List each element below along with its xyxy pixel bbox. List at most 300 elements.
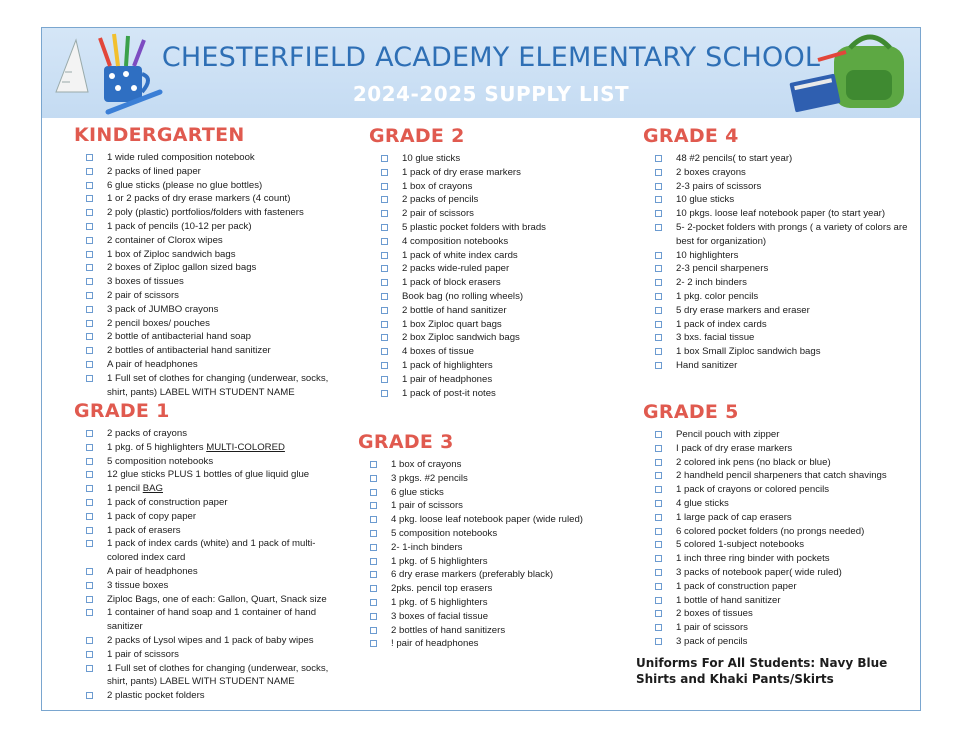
list-item xyxy=(358,513,638,527)
checkbox-icon xyxy=(86,333,93,340)
list-item xyxy=(74,289,344,303)
item-text: 3 pkgs. #2 pencils xyxy=(391,472,468,484)
checkbox-icon xyxy=(86,665,93,672)
list-item xyxy=(74,206,344,220)
list-item xyxy=(643,607,915,621)
grade4-heading: GRADE 4 xyxy=(643,125,739,147)
list-item xyxy=(74,606,344,634)
checkbox-icon xyxy=(86,471,93,478)
item-text: 1 pair of scissors xyxy=(107,648,179,660)
checkbox-icon xyxy=(370,558,377,565)
item-text: 1 pkg. of 5 highlighters xyxy=(391,555,488,567)
item-text: 5 composition notebooks xyxy=(107,455,214,467)
checkbox-icon xyxy=(381,224,388,231)
checkbox-icon xyxy=(370,585,377,592)
item-text: 48 #2 pencils( to start year) xyxy=(676,153,793,164)
item-text: I pack of dry erase markers xyxy=(676,442,793,454)
checkbox-icon xyxy=(381,210,388,217)
list-item xyxy=(369,304,629,318)
school-title: CHESTERFIELD ACADEMY ELEMENTARY SCHOOL xyxy=(161,42,821,73)
checkbox-icon xyxy=(370,627,377,634)
checkbox-icon xyxy=(370,502,377,509)
checkbox-icon xyxy=(655,169,662,176)
item-text: 1 or 2 packs of dry erase markers (4 count) xyxy=(107,193,291,205)
checkbox-icon xyxy=(381,155,388,162)
checkbox-icon xyxy=(655,624,662,631)
checkbox-icon xyxy=(86,278,93,285)
list-item xyxy=(643,331,915,345)
checkbox-icon xyxy=(370,530,377,537)
list-item xyxy=(74,537,344,565)
item-text: 2 packs of pencils xyxy=(402,194,479,206)
item-text: 2 packs wide-ruled paper xyxy=(402,263,510,275)
item-text: 1 bottle of hand sanitizer xyxy=(676,594,781,606)
checkbox-icon xyxy=(655,541,662,548)
checkbox-icon xyxy=(655,293,662,300)
checkbox-icon xyxy=(655,528,662,535)
backpack-icon xyxy=(788,30,918,118)
list-item xyxy=(643,566,915,580)
item-text: 5 plastic pocket folders with brads xyxy=(402,221,546,233)
list-item xyxy=(74,192,344,206)
list-item xyxy=(74,496,344,510)
checkbox-icon xyxy=(655,569,662,576)
item-text: 1 pair of scissors xyxy=(676,622,748,634)
checkbox-icon xyxy=(86,485,93,492)
item-text: 2 boxes of tissues xyxy=(676,608,753,620)
list-item xyxy=(369,387,629,401)
item-text: 2 bottles of hand sanitizers xyxy=(391,624,506,636)
item-text: 10 glue sticks xyxy=(676,194,735,206)
item-text: 1 Full set of clothes for changing (underwear, socks, shirt, pants) LABEL WITH STUDENT NAME xyxy=(107,372,329,398)
list-item xyxy=(369,221,629,235)
item-text: 2 bottle of antibacterial hand soap xyxy=(107,331,252,343)
list-item xyxy=(74,248,344,262)
checkbox-icon xyxy=(370,599,377,606)
item-text: 2 packs of crayons xyxy=(107,428,187,439)
item-text: 5 dry erase markers and eraser xyxy=(676,304,810,316)
grade5-heading: GRADE 5 xyxy=(643,401,739,423)
list-item xyxy=(74,358,344,372)
grade4-section xyxy=(643,125,915,373)
checkbox-icon xyxy=(370,571,377,578)
item-text: 1 inch three ring binder with pockets xyxy=(676,553,830,565)
checkbox-icon xyxy=(655,445,662,452)
item-text: 1 pencil xyxy=(107,483,143,495)
item-text: 3 bxs. facial tissue xyxy=(676,332,755,344)
list-item xyxy=(643,428,915,442)
list-item xyxy=(358,568,638,582)
checkbox-icon xyxy=(381,321,388,328)
list-item xyxy=(74,261,344,275)
grade1-list xyxy=(74,427,344,703)
list-item xyxy=(74,648,344,662)
list-item xyxy=(358,486,638,500)
item-text: 1 pack of erasers xyxy=(107,524,181,536)
checkbox-icon xyxy=(86,513,93,520)
item-text: 1 pair of scissors xyxy=(391,500,463,512)
list-item xyxy=(643,525,915,539)
list-item xyxy=(74,441,344,455)
checkbox-icon xyxy=(655,583,662,590)
checkbox-icon xyxy=(381,238,388,245)
grade5-section xyxy=(643,401,915,649)
list-item xyxy=(74,593,344,607)
checkbox-icon xyxy=(86,223,93,230)
list-item xyxy=(369,359,629,373)
checkbox-icon xyxy=(381,348,388,355)
item-text: 12 glue sticks PLUS 1 bottles of glue liquid glue xyxy=(107,469,310,481)
grade1-section xyxy=(74,400,344,703)
checkbox-icon xyxy=(655,459,662,466)
checkbox-icon xyxy=(86,237,93,244)
grade4-list xyxy=(643,152,915,373)
item-text: 1 pkg. of 5 highlighters xyxy=(107,441,207,453)
grade1-heading: GRADE 1 xyxy=(74,400,170,422)
underlined-text: BAG xyxy=(142,483,163,495)
item-text: 10 highlighters xyxy=(676,249,739,261)
list-item xyxy=(369,193,629,207)
list-item xyxy=(643,290,915,304)
checkbox-icon xyxy=(381,307,388,314)
list-item xyxy=(643,483,915,497)
list-item xyxy=(369,235,629,249)
checkbox-icon xyxy=(381,293,388,300)
item-text: 2 boxes of Ziploc gallon sized bags xyxy=(107,262,257,274)
item-text: 5 composition notebooks xyxy=(391,527,498,539)
list-item xyxy=(74,510,344,524)
list-item xyxy=(643,193,915,207)
list-item xyxy=(74,330,344,344)
item-text: 1 pkg. color pencils xyxy=(676,290,759,302)
item-text: A pair of headphones xyxy=(107,358,198,370)
kindergarten-section xyxy=(74,124,344,399)
checkbox-icon xyxy=(655,252,662,259)
checkbox-icon xyxy=(370,475,377,482)
checkbox-icon xyxy=(86,292,93,299)
item-text: 6 glue sticks xyxy=(391,486,444,498)
checkbox-icon xyxy=(86,499,93,506)
checkbox-icon xyxy=(655,597,662,604)
checkbox-icon xyxy=(655,210,662,217)
list-item xyxy=(358,541,638,555)
item-text: 1 box of crayons xyxy=(402,180,473,192)
checkbox-icon xyxy=(655,638,662,645)
grade3-list xyxy=(358,458,638,651)
list-item xyxy=(369,318,629,332)
list-item xyxy=(369,166,629,180)
list-item xyxy=(643,318,915,332)
list-item xyxy=(74,165,344,179)
list-item xyxy=(643,345,915,359)
checkbox-icon xyxy=(381,376,388,383)
item-text: 1 box Ziploc quart bags xyxy=(402,318,502,330)
checkbox-icon xyxy=(655,500,662,507)
item-text: 2- 1-inch binders xyxy=(391,541,463,553)
list-item xyxy=(74,455,344,469)
item-text: 1 large pack of cap erasers xyxy=(676,511,792,523)
item-text: 3 pack of pencils xyxy=(676,635,748,647)
checkbox-icon xyxy=(370,489,377,496)
item-text: 1 pack of construction paper xyxy=(107,496,228,508)
item-text: 5- 2-pocket folders with prongs ( a variety of colors are best for organization) xyxy=(676,221,908,247)
list-item xyxy=(369,207,629,221)
item-text: 2 colored ink pens (no black or blue) xyxy=(676,456,831,468)
item-text: 4 boxes of tissue xyxy=(402,346,474,358)
checkbox-icon xyxy=(655,224,662,231)
item-text: 1 pack of white index cards xyxy=(402,249,518,261)
item-text: 1 pkg. of 5 highlighters xyxy=(391,596,488,608)
list-item xyxy=(74,317,344,331)
checkbox-icon xyxy=(86,527,93,534)
list-item xyxy=(358,472,638,486)
checkbox-icon xyxy=(86,195,93,202)
checkbox-icon xyxy=(86,444,93,451)
uniforms-note: Uniforms For All Students: Navy Blue Shirts and Khaki Pants/Skirts xyxy=(636,656,888,686)
list-item xyxy=(74,220,344,234)
underlined-text: MULTI-COLORED xyxy=(206,441,285,453)
grade2-section xyxy=(369,125,629,400)
checkbox-icon xyxy=(86,182,93,189)
list-item xyxy=(643,456,915,470)
checkbox-icon xyxy=(86,430,93,437)
item-text: 1 wide ruled composition notebook xyxy=(107,152,255,163)
list-item xyxy=(643,207,915,221)
item-text: 2 packs of Lysol wipes and 1 pack of baby wipes xyxy=(107,634,314,646)
list-item xyxy=(369,373,629,387)
checkbox-icon xyxy=(86,458,93,465)
list-item xyxy=(369,276,629,290)
item-text: 1 box of crayons xyxy=(391,459,462,470)
checkbox-icon xyxy=(381,334,388,341)
item-text: 2 pair of scissors xyxy=(107,289,179,301)
item-text: 2 boxes crayons xyxy=(676,166,746,178)
list-item xyxy=(74,179,344,193)
checkbox-icon xyxy=(86,637,93,644)
checkbox-icon xyxy=(86,168,93,175)
checkbox-icon xyxy=(86,251,93,258)
item-text: Pencil pouch with zipper xyxy=(676,429,780,440)
list-item xyxy=(74,303,344,317)
item-text: 2 pencil boxes/ pouches xyxy=(107,317,210,329)
item-text: 3 packs of notebook paper( wide ruled) xyxy=(676,566,842,578)
item-text: 3 boxes of facial tissue xyxy=(391,610,489,622)
item-text: 1 box of Ziploc sandwich bags xyxy=(107,248,236,260)
checkbox-icon xyxy=(86,692,93,699)
item-text: A pair of headphones xyxy=(107,565,198,577)
checkbox-icon xyxy=(655,362,662,369)
list-item xyxy=(369,249,629,263)
item-text: 2pks. pencil top erasers xyxy=(391,583,493,595)
item-text: 1 Full set of clothes for changing (underwear, socks, shirt, pants) LABEL WITH STUDENT NAME xyxy=(107,662,329,688)
item-text: 2 box Ziploc sandwich bags xyxy=(402,332,520,344)
list-item xyxy=(74,634,344,648)
checkbox-icon xyxy=(86,209,93,216)
checkbox-icon xyxy=(655,472,662,479)
list-item xyxy=(74,468,344,482)
list-item xyxy=(74,275,344,289)
checkbox-icon xyxy=(381,279,388,286)
checkbox-icon xyxy=(86,609,93,616)
list-item xyxy=(369,180,629,194)
item-text: 1 pack of post-it notes xyxy=(402,387,496,399)
item-text: 2 pair of scissors xyxy=(402,208,474,220)
item-text: 4 pkg. loose leaf notebook paper (wide ruled) xyxy=(391,514,583,526)
checkbox-icon xyxy=(86,306,93,313)
item-text: 2 poly (plastic) portfolios/folders with fasteners xyxy=(107,207,304,219)
list-item xyxy=(643,262,915,276)
checkbox-icon xyxy=(86,568,93,575)
item-text: 1 pack of dry erase markers xyxy=(402,166,521,178)
list-item xyxy=(358,610,638,624)
list-item xyxy=(74,662,344,690)
checkbox-icon xyxy=(655,610,662,617)
checkbox-icon xyxy=(655,307,662,314)
list-item xyxy=(358,582,638,596)
list-item xyxy=(643,635,915,649)
kindergarten-heading: KINDERGARTEN xyxy=(74,124,245,146)
checkbox-icon xyxy=(381,362,388,369)
header-banner xyxy=(42,28,920,118)
item-text: 2-3 pencil sharpeners xyxy=(676,263,769,275)
checkbox-icon xyxy=(86,361,93,368)
checkbox-icon xyxy=(370,544,377,551)
checkbox-icon xyxy=(86,582,93,589)
checkbox-icon xyxy=(86,651,93,658)
item-text: 6 dry erase markers (preferably black) xyxy=(391,569,554,581)
list-item xyxy=(358,596,638,610)
checkbox-icon xyxy=(370,640,377,647)
list-item xyxy=(369,152,629,166)
supply-list-subtitle: 2024-2025 SUPPLY LIST xyxy=(352,82,630,106)
checkbox-icon xyxy=(655,196,662,203)
item-text: 2 bottles of antibacterial hand sanitizer xyxy=(107,345,271,357)
list-item xyxy=(74,524,344,538)
item-text: 1 pair of headphones xyxy=(402,373,493,385)
list-item xyxy=(369,290,629,304)
list-item xyxy=(643,594,915,608)
list-item xyxy=(643,359,915,373)
item-text: 1 pack of copy paper xyxy=(107,510,197,522)
item-text: 2-3 pairs of scissors xyxy=(676,180,762,192)
list-item xyxy=(74,565,344,579)
list-item xyxy=(358,458,638,472)
list-item xyxy=(369,345,629,359)
item-text: 1 pack of index cards (white) and 1 pack of multi-colored index card xyxy=(107,538,316,564)
list-item xyxy=(643,580,915,594)
checkbox-icon xyxy=(655,155,662,162)
list-item xyxy=(643,621,915,635)
list-item xyxy=(74,151,344,165)
checkbox-icon xyxy=(86,347,93,354)
item-text: 6 glue sticks (please no glue bottles) xyxy=(107,179,263,191)
item-text: 6 colored pocket folders (no prongs needed) xyxy=(676,525,865,537)
item-text: 1 pack of crayons or colored pencils xyxy=(676,484,830,496)
item-text: 2- 2 inch binders xyxy=(676,277,747,289)
grade3-heading: GRADE 3 xyxy=(358,431,454,453)
checkbox-icon xyxy=(655,514,662,521)
checkbox-icon xyxy=(655,486,662,493)
checkbox-icon xyxy=(655,321,662,328)
checkbox-icon xyxy=(370,461,377,468)
checkbox-icon xyxy=(655,265,662,272)
item-text: 3 tissue boxes xyxy=(107,579,169,591)
list-item xyxy=(643,180,915,194)
list-item xyxy=(369,262,629,276)
item-text: 1 pack of construction paper xyxy=(676,580,797,592)
list-item xyxy=(74,689,344,703)
item-text: Ziploc Bags, one of each: Gallon, Quart, Snack size xyxy=(107,593,327,605)
list-item xyxy=(74,344,344,358)
checkbox-icon xyxy=(381,169,388,176)
list-item xyxy=(643,221,915,249)
checkbox-icon xyxy=(381,390,388,397)
list-item xyxy=(643,152,915,166)
item-text: 2 container of Clorox wipes xyxy=(107,234,223,246)
item-text: 10 pkgs. loose leaf notebook paper (to start year) xyxy=(676,208,886,220)
checkbox-icon xyxy=(86,264,93,271)
item-text: 1 pack of pencils (10-12 per pack) xyxy=(107,220,252,232)
item-text: 4 glue sticks xyxy=(676,497,729,509)
checkbox-icon xyxy=(381,252,388,259)
checkbox-icon xyxy=(655,279,662,286)
list-item xyxy=(643,304,915,318)
item-text: 3 boxes of tissues xyxy=(107,276,184,288)
checkbox-icon xyxy=(370,613,377,620)
checkbox-icon xyxy=(86,540,93,547)
checkbox-icon xyxy=(86,375,93,382)
list-item xyxy=(643,249,915,263)
checkbox-icon xyxy=(655,334,662,341)
grade2-list xyxy=(369,152,629,400)
item-text: 3 pack of JUMBO crayons xyxy=(107,303,219,315)
item-text: 2 handheld pencil sharpeners that catch shavings xyxy=(676,470,887,482)
list-item xyxy=(369,331,629,345)
checkbox-icon xyxy=(381,265,388,272)
kindergarten-list xyxy=(74,151,344,399)
checkbox-icon xyxy=(86,154,93,161)
checkbox-icon xyxy=(370,516,377,523)
checkbox-icon xyxy=(655,183,662,190)
item-text: 2 plastic pocket folders xyxy=(107,690,205,702)
list-item xyxy=(74,372,344,400)
grade5-list xyxy=(643,428,915,649)
list-item xyxy=(358,555,638,569)
item-text: 1 pack of block erasers xyxy=(402,277,501,289)
item-text: 1 container of hand soap and 1 container of hand sanitizer xyxy=(107,607,317,633)
list-item xyxy=(643,497,915,511)
item-text: 5 colored 1-subject notebooks xyxy=(676,539,804,551)
list-item xyxy=(358,527,638,541)
item-text: 4 composition notebooks xyxy=(402,235,509,247)
list-item xyxy=(358,624,638,638)
item-text: 2 packs of lined paper xyxy=(107,165,201,177)
list-item xyxy=(74,427,344,441)
list-item xyxy=(643,538,915,552)
checkbox-icon xyxy=(86,596,93,603)
checkbox-icon xyxy=(655,431,662,438)
item-text: 2 bottle of hand sanitizer xyxy=(402,304,507,316)
checkbox-icon xyxy=(381,183,388,190)
checkbox-icon xyxy=(655,348,662,355)
checkbox-icon xyxy=(381,196,388,203)
list-item xyxy=(643,552,915,566)
grade3-section xyxy=(358,431,638,651)
grade2-heading: GRADE 2 xyxy=(369,125,465,147)
item-text: 1 pack of highlighters xyxy=(402,359,493,371)
list-item xyxy=(358,637,638,651)
list-item xyxy=(74,482,344,496)
